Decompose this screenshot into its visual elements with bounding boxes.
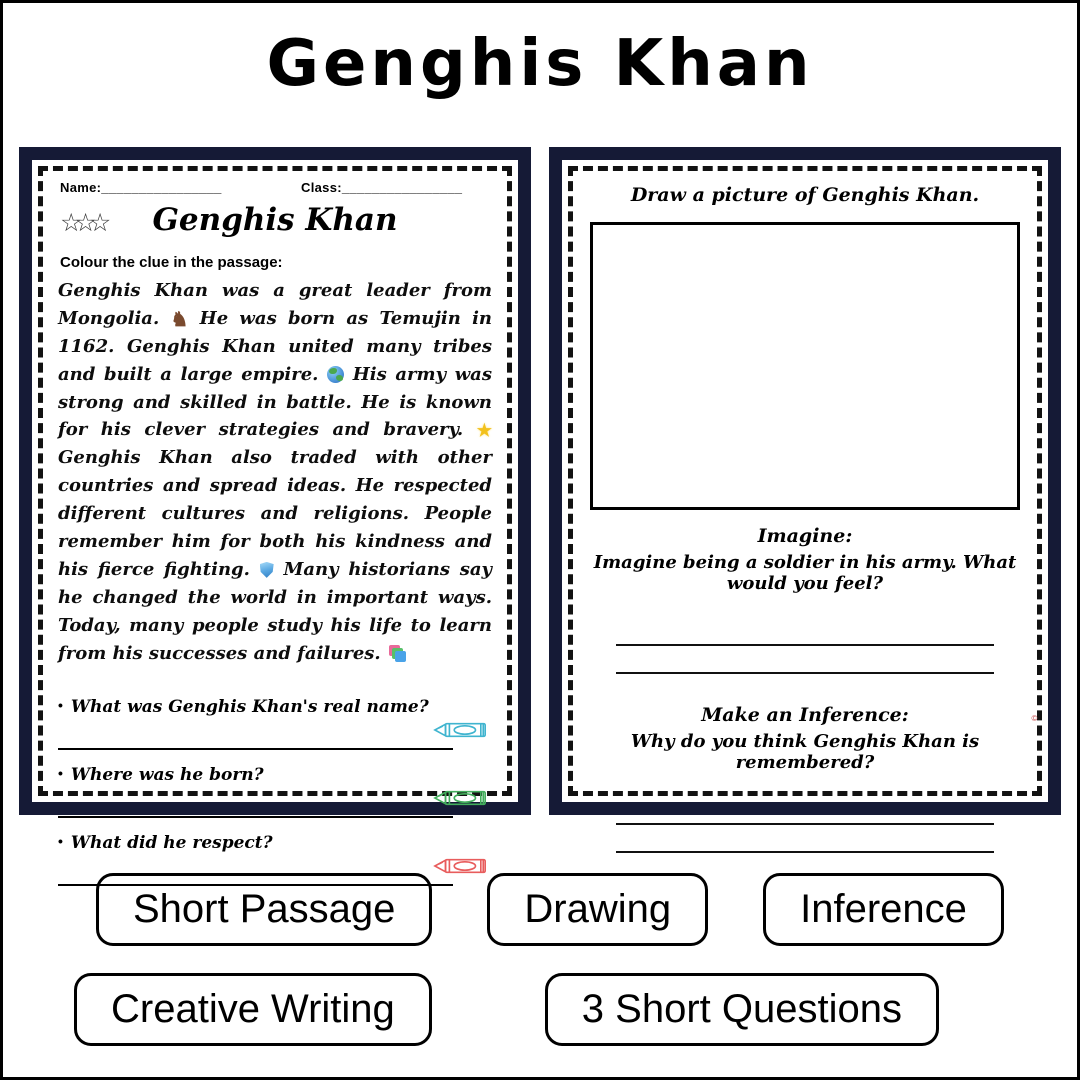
answer-line — [58, 748, 453, 750]
question-list — [58, 697, 492, 886]
imagine-heading: Imagine: — [757, 525, 853, 547]
bullet-icon: • — [58, 697, 63, 714]
bullet-icon: • — [58, 833, 63, 850]
crayon-icon — [432, 720, 490, 741]
writing-line — [616, 851, 994, 853]
inference-prompt: Why do you think Genghis Khan is remembered? — [630, 731, 980, 773]
writing-line — [616, 672, 994, 674]
drawing-box — [590, 222, 1020, 510]
question-text: What was Genghis Khan's real name? — [70, 697, 429, 718]
worksheet-title: Genghis Khan — [152, 202, 398, 238]
answer-line — [58, 816, 453, 818]
worksheet-page-left — [19, 147, 531, 854]
tag-drawing[interactable]: Drawing — [487, 873, 708, 946]
instruction-label: Colour the clue in the passage: — [60, 254, 283, 271]
inference-heading: Make an Inference: — [701, 704, 909, 726]
question-item — [58, 833, 492, 886]
bullet-icon: • — [58, 765, 63, 782]
copyright-watermark: © — [1030, 714, 1039, 724]
question-item — [58, 765, 492, 818]
writing-line — [616, 644, 994, 646]
question-text: What did he respect? — [70, 833, 273, 854]
shield-icon — [260, 562, 274, 578]
worksheet-page-right — [549, 147, 1061, 815]
rating-stars: ☆☆☆ — [60, 209, 104, 237]
crayon-icon — [432, 788, 490, 809]
globe-icon — [327, 366, 344, 383]
question-item — [58, 697, 492, 750]
books-icon — [387, 645, 406, 662]
crayon-icon — [432, 856, 490, 877]
tag-short-passage[interactable]: Short Passage — [96, 873, 432, 946]
tag-section — [3, 873, 1077, 1046]
tag-3-short-questions[interactable]: 3 Short Questions — [545, 973, 939, 1046]
tag-inference[interactable]: Inference — [763, 873, 1004, 946]
question-text: Where was he born? — [70, 765, 264, 786]
horse-icon: ♞ — [170, 306, 189, 331]
passage: Genghis Khan was a great leader from Mongolia. ♞ He was born as Temujin in 1162. Genghis Khan united many tribes and built a large empire. His army was strong and skilled in battle. He is known for his clever strategies and bravery. ★ Genghis Khan also traded with other countries and spread ideas. He respected different cultures and religions. People remember him for both his kindness and his fierce fighting. Many historians say he changed the world in important ways. Today, many people study his life to learn from his successes and failures. — [58, 280, 492, 664]
class-field-label: Class:________________ — [301, 180, 463, 195]
draw-prompt: Draw a picture of Genghis Khan. — [630, 184, 980, 206]
writing-line — [616, 823, 994, 825]
sun-icon: ★ — [476, 421, 492, 442]
page-title: Genghis Khan — [266, 27, 814, 101]
answer-line — [58, 884, 453, 886]
name-field-label: Name:________________ — [60, 180, 222, 195]
worksheet-pages — [19, 147, 1061, 854]
imagine-prompt: Imagine being a soldier in his army. What would you feel? — [593, 552, 1017, 594]
tag-creative-writing[interactable]: Creative Writing — [74, 973, 432, 1046]
